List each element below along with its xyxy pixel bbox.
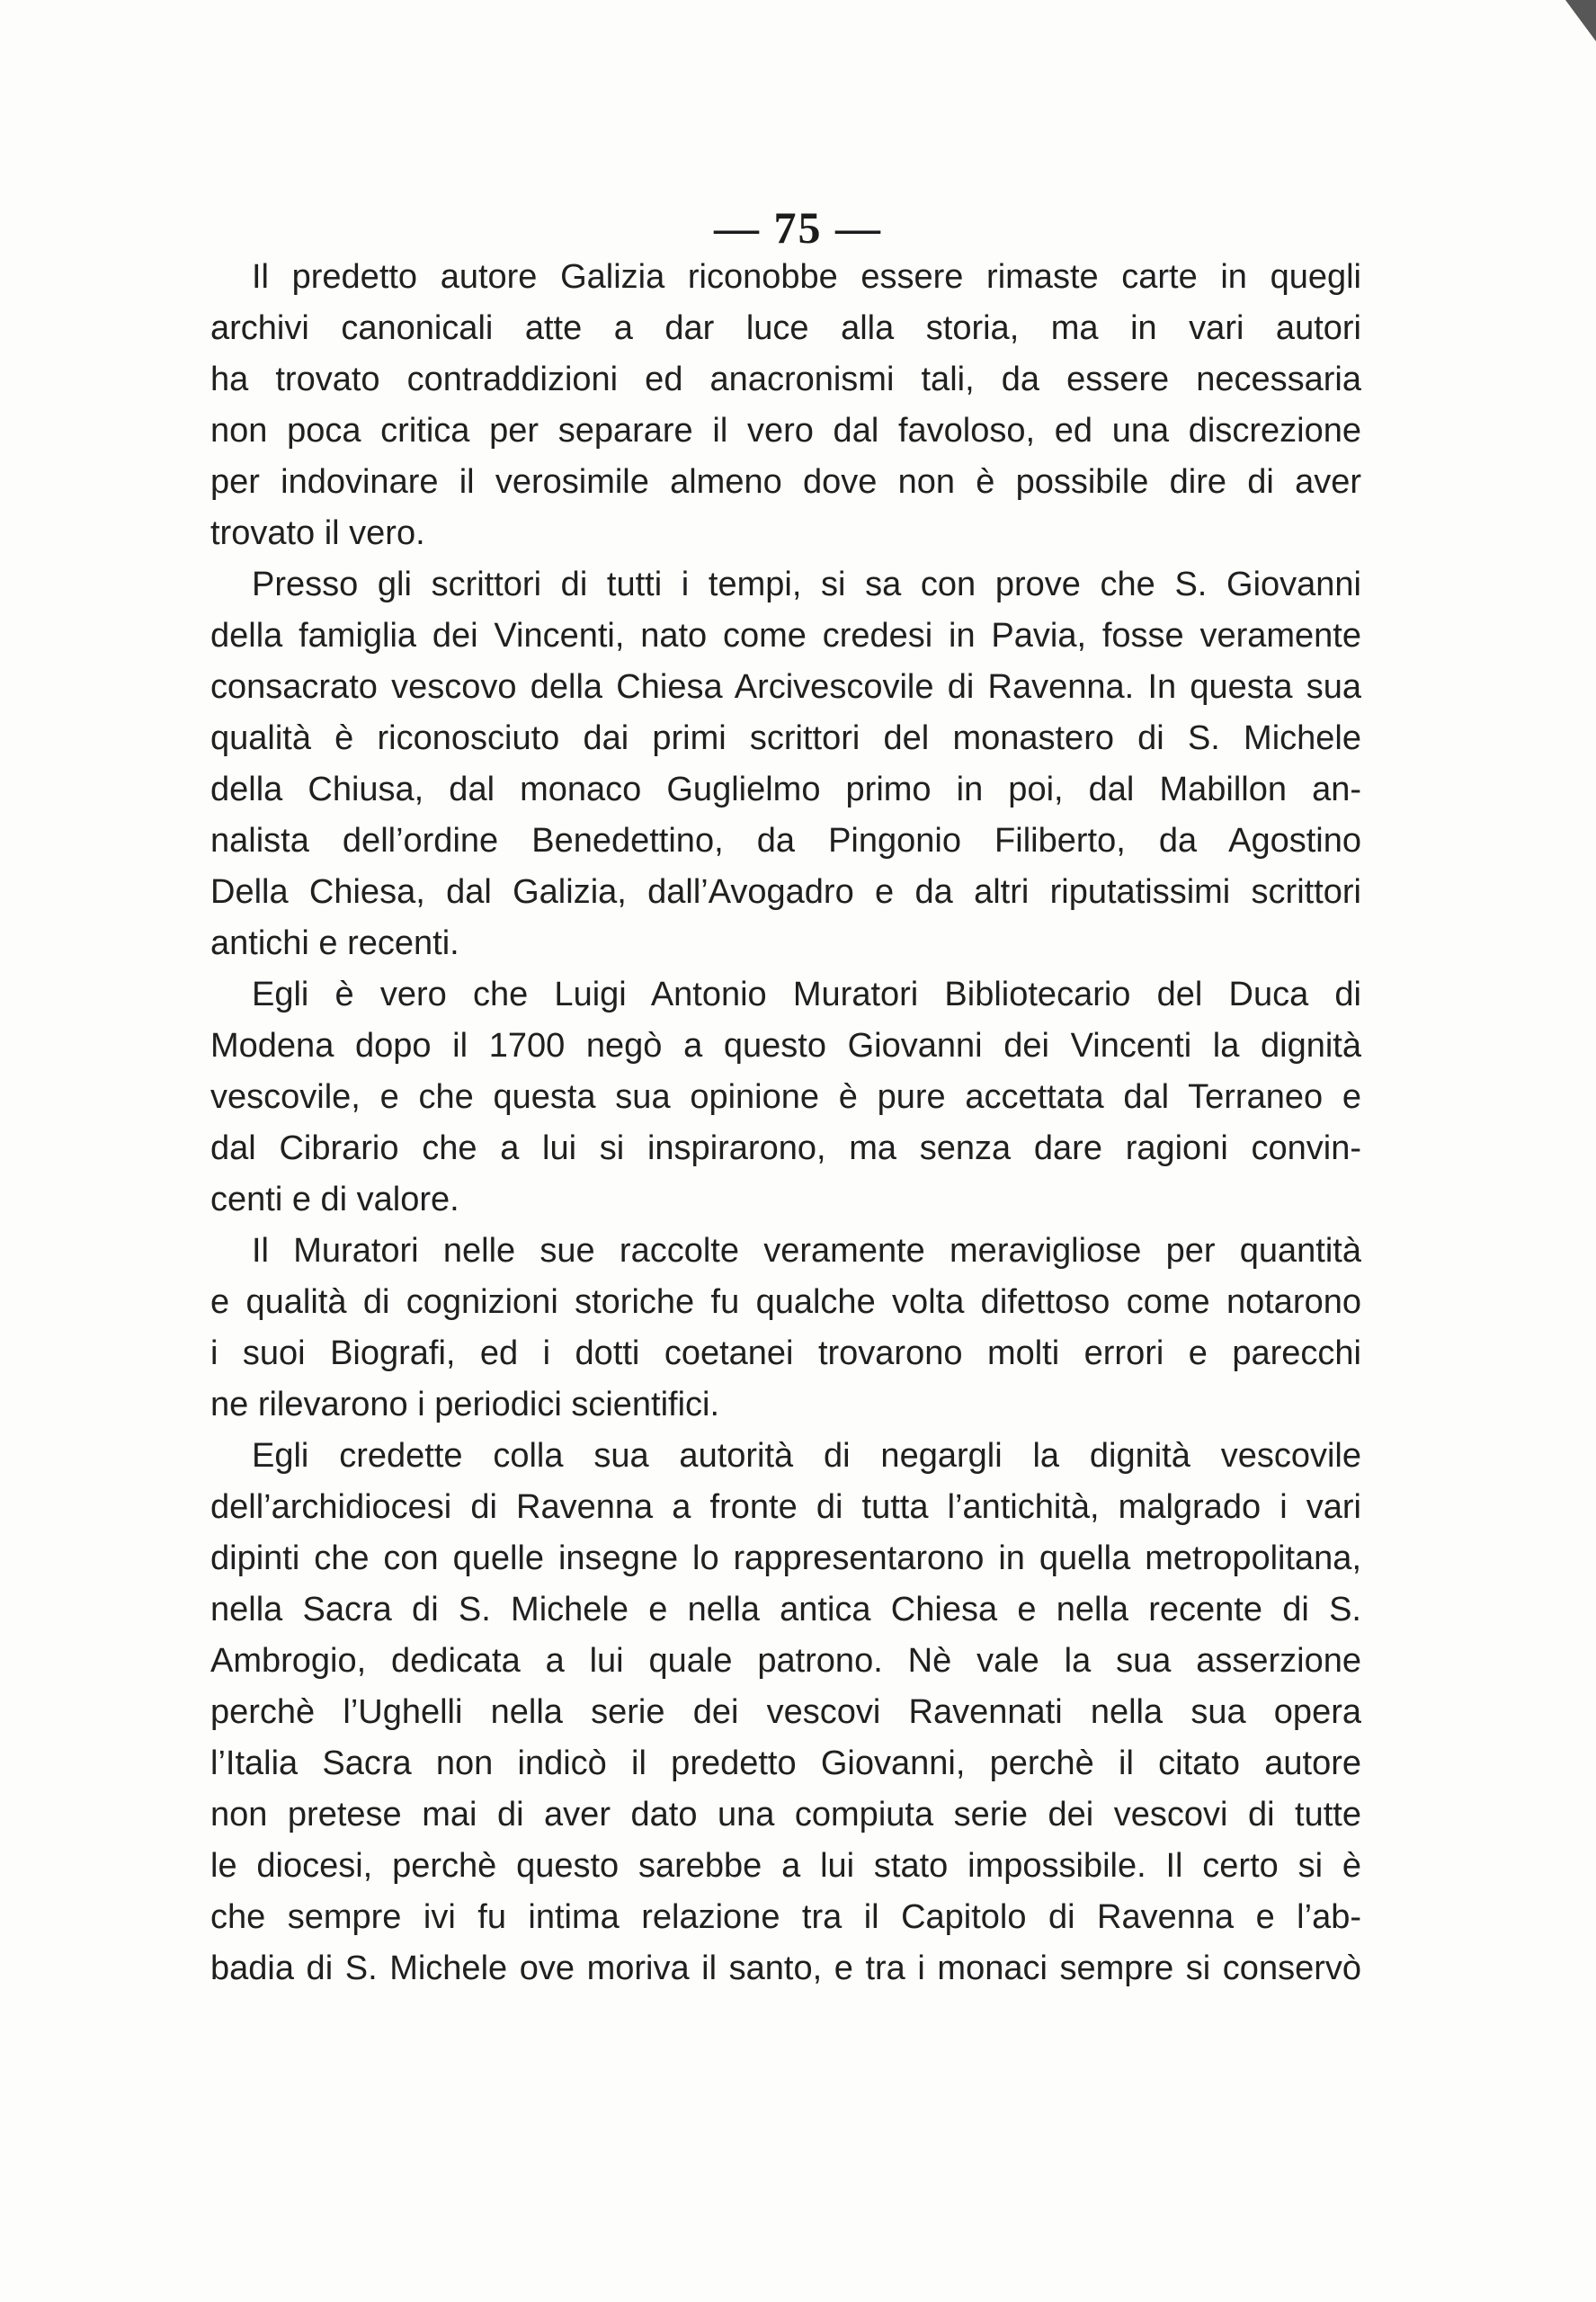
text-line: non pretese mai di aver dato una compiuta serie dei vescovi di tutte	[210, 1796, 1361, 1834]
text-line: qualità è riconosciuto dai primi scrittori del monastero di S. Michele	[210, 719, 1361, 757]
text-line: nella Sacra di S. Michele e nella antica Chiesa e nella recente di S.	[210, 1591, 1361, 1628]
text-line: Ambrogio, dedicata a lui quale patrono. Nè vale la sua asserzione	[210, 1642, 1361, 1680]
text-line: Egli credette colla sua autorità di negargli la dignità vescovile	[252, 1437, 1361, 1475]
text-line: della Chiusa, dal monaco Guglielmo primo in poi, dal Mabillon an-	[210, 771, 1361, 808]
text-line: dell’archidiocesi di Ravenna a fronte di tutta l’antichità, malgrado i vari	[210, 1488, 1361, 1526]
text-line: dipinti che con quelle insegne lo rappresentarono in quella metropolitana,	[210, 1539, 1361, 1577]
text-line: Il Muratori nelle sue raccolte veramente meravigliose per quantità	[252, 1232, 1361, 1270]
text-line: Il predetto autore Galizia riconobbe essere rimaste carte in quegli	[252, 258, 1361, 296]
text-line: trovato il vero.	[210, 514, 425, 552]
text-line: non poca critica per separare il vero dal favoloso, ed una discrezione	[210, 412, 1361, 450]
text-line: badia di S. Michele ove moriva il santo, e tra i monaci sempre si conservò	[210, 1950, 1361, 1987]
text-line: Presso gli scrittori di tutti i tempi, si sa con prove che S. Giovanni	[252, 566, 1361, 603]
text-line: nalista dell’ordine Benedettino, da Pingonio Filiberto, da Agostino	[210, 822, 1361, 860]
text-line: vescovile, e che questa sua opinione è pure accettata dal Terraneo e	[210, 1078, 1361, 1116]
text-line: per indovinare il verosimile almeno dove non è possibile dire di aver	[210, 463, 1361, 501]
text-line: archivi canonicali atte a dar luce alla storia, ma in vari autori	[210, 309, 1361, 347]
page-number: — 75 —	[714, 202, 882, 253]
text-line: antichi e recenti.	[210, 924, 459, 962]
text-line: le diocesi, perchè questo sarebbe a lui stato impossibile. Il certo si è	[210, 1847, 1361, 1885]
text-line: i suoi Biografi, ed i dotti coetanei trovarono molti errori e parecchi	[210, 1334, 1361, 1372]
text-line: Modena dopo il 1700 negò a questo Giovanni dei Vincenti la dignità	[210, 1027, 1361, 1065]
text-line: Egli è vero che Luigi Antonio Muratori Bibliotecario del Duca di	[252, 976, 1361, 1013]
text-line: della famiglia dei Vincenti, nato come credesi in Pavia, fosse veramente	[210, 617, 1361, 655]
paragraph-2	[210, 559, 1361, 969]
text-line: centi e di valore.	[210, 1181, 459, 1218]
paragraph-1	[210, 252, 1361, 559]
text-line: ha trovato contraddizioni ed anacronismi tali, da essere necessaria	[210, 361, 1361, 398]
text-line: dal Cibrario che a lui si inspirarono, ma senza dare ragioni convin-	[210, 1129, 1361, 1167]
text-line: e qualità di cognizioni storiche fu qualche volta difettoso come notarono	[210, 1283, 1361, 1321]
paragraph-5	[210, 1431, 1361, 1994]
text-line: Della Chiesa, dal Galizia, dall’Avogadro e da altri riputatissimi scrittori	[210, 873, 1361, 911]
text-line: ne rilevarono i periodici scientifici.	[210, 1386, 720, 1423]
text-line: consacrato vescovo della Chiesa Arcivescovile di Ravenna. In questa sua	[210, 668, 1361, 706]
text-line: perchè l’Ughelli nella serie dei vescovi Ravennati nella sua opera	[210, 1693, 1361, 1731]
text-line: l’Italia Sacra non indicò il predetto Giovanni, perchè il citato autore	[210, 1744, 1361, 1782]
paragraph-4	[210, 1226, 1361, 1431]
text-line: che sempre ivi fu intima relazione tra il Capitolo di Ravenna e l’ab-	[210, 1898, 1361, 1936]
body-text	[210, 252, 1361, 1994]
paragraph-3	[210, 969, 1361, 1226]
page-corner-fold	[1565, 0, 1596, 41]
